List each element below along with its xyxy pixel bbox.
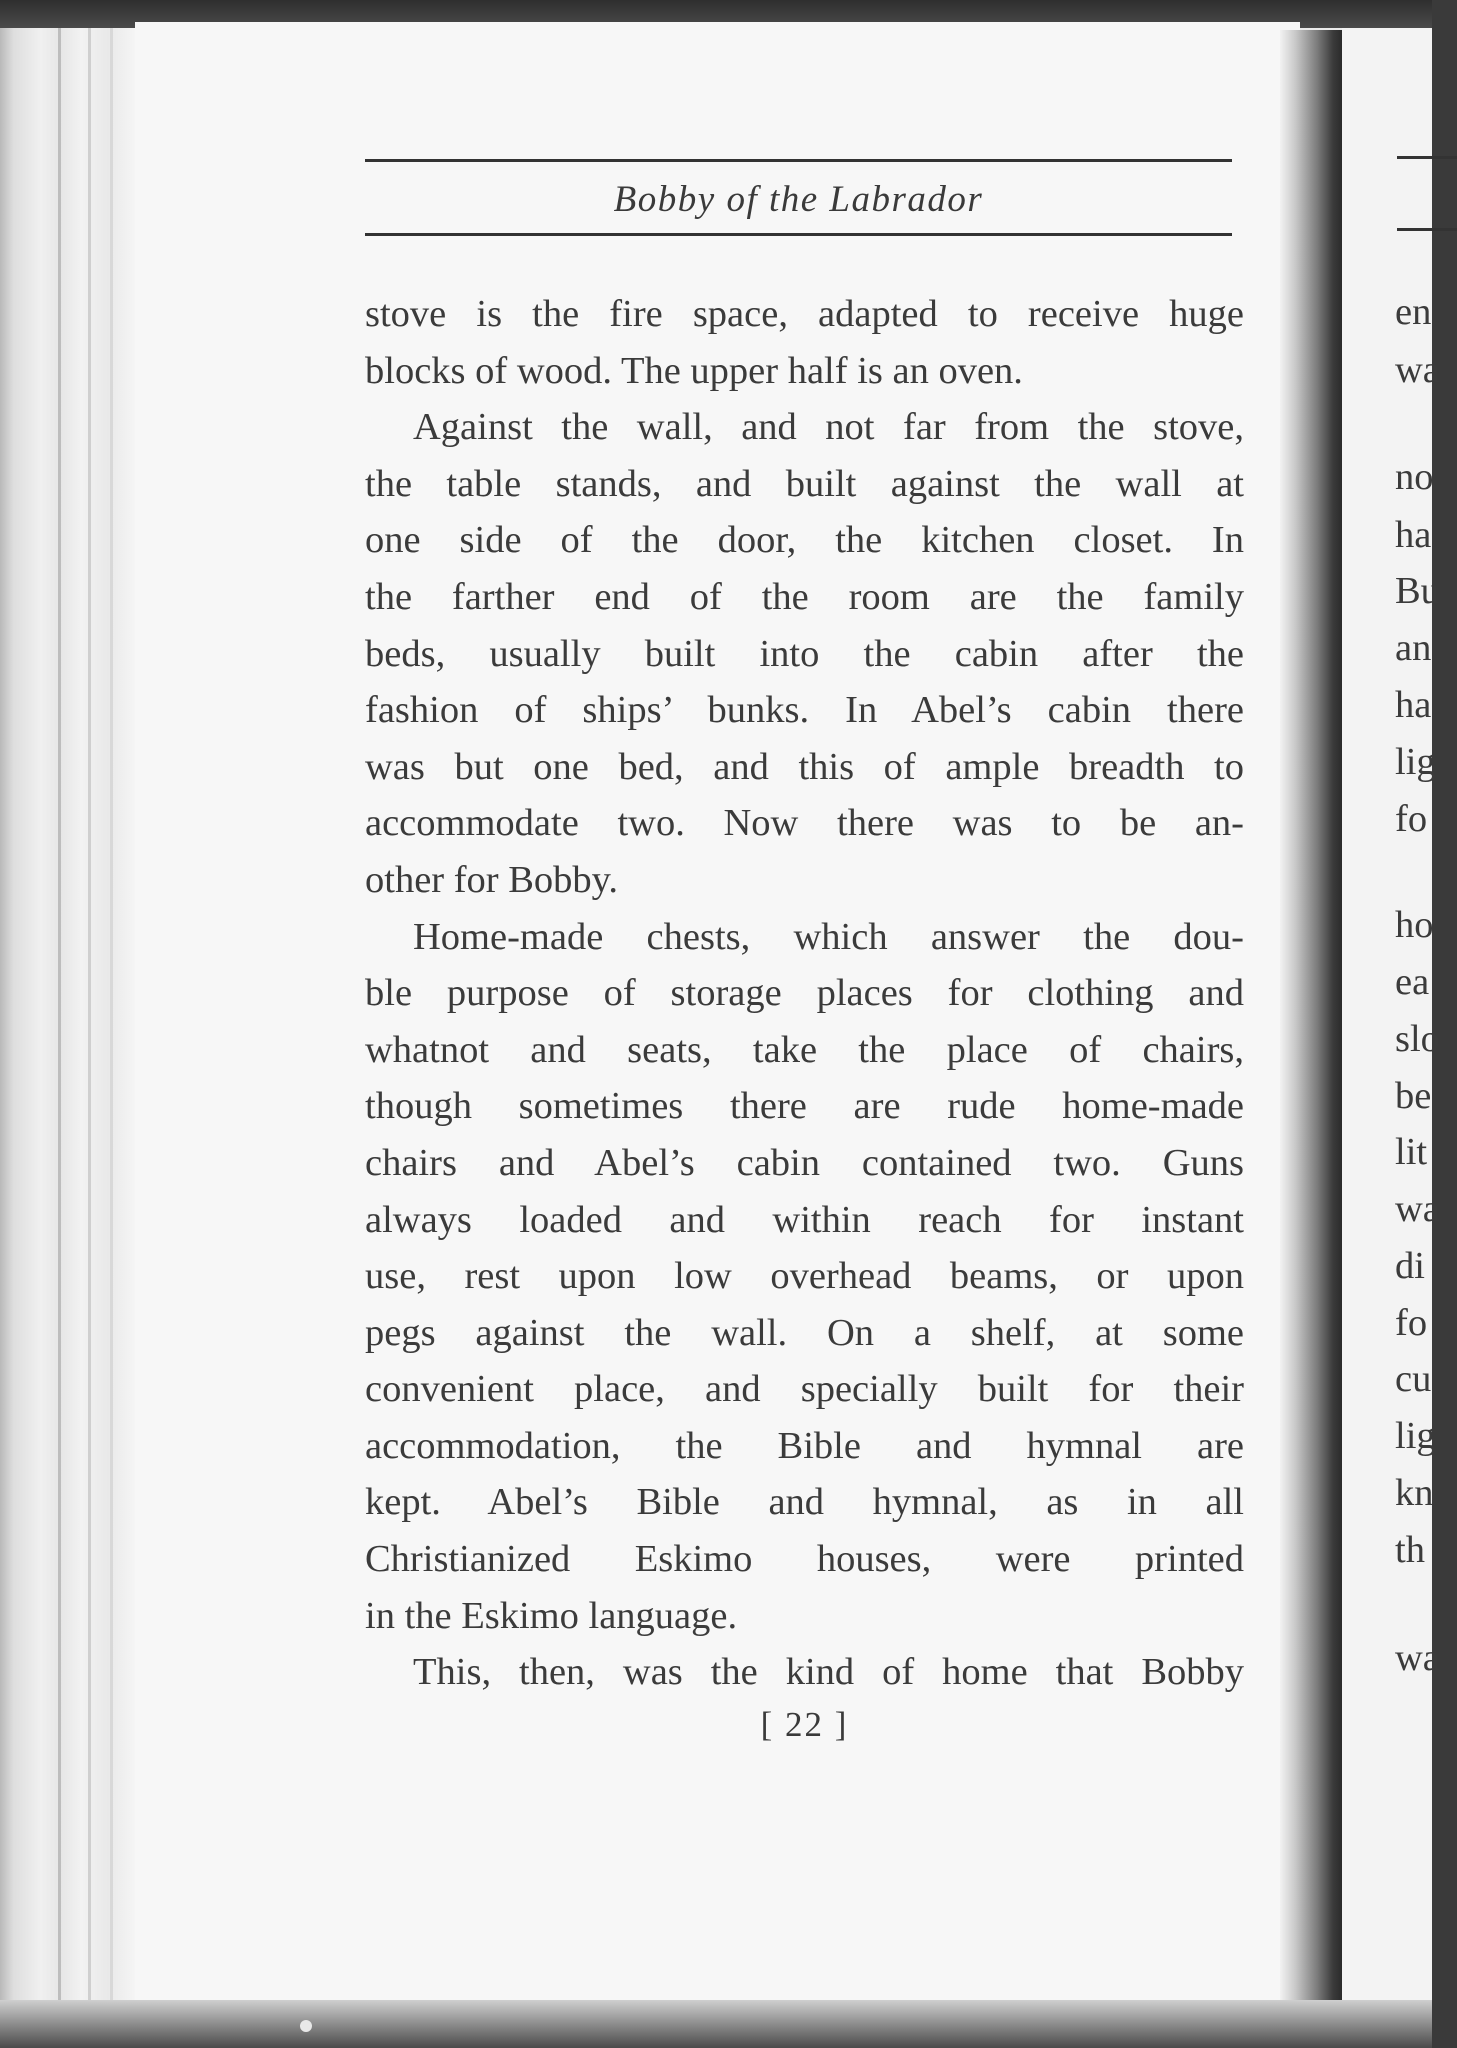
facing-text-fragment: lit: [1395, 1131, 1428, 1173]
text-line: was but one bed, and this of ample breadth to: [365, 745, 1244, 788]
facing-text-fragment: no: [1395, 456, 1434, 498]
binding-crease: [88, 28, 91, 2003]
page-number: [ 22 ]: [760, 1705, 849, 1744]
binding-crease: [110, 28, 113, 2003]
text-line: whatnot and seats, take the place of chairs,: [365, 1028, 1244, 1071]
text-line: chairs and Abel’s cabin contained two. Guns: [365, 1141, 1244, 1184]
page-body-text: [365, 286, 1244, 1701]
text-line: fashion of ships’ bunks. In Abel’s cabin there: [365, 689, 1244, 732]
text-line: Against the wall, and not far from the stove,: [413, 406, 1244, 449]
facing-text-fragment: ho: [1395, 904, 1434, 946]
running-head: Bobby of the Labrador: [613, 179, 984, 220]
text-line: kept. Abel’s Bible and hymnal, as in all: [365, 1481, 1244, 1524]
text-line: though sometimes there are rude home-made: [365, 1085, 1244, 1128]
facing-text-fragment: th: [1395, 1529, 1425, 1571]
text-line: in the Eskimo language.: [365, 1594, 738, 1637]
facing-header-rule: [1397, 156, 1457, 159]
facing-text-fragment: fo: [1395, 1302, 1428, 1344]
header-top-rule: [365, 159, 1232, 162]
facing-text-fragment: wa: [1395, 1637, 1440, 1679]
left-binding-edge: [0, 28, 135, 2003]
text-line: use, rest upon low overhead beams, or upon: [365, 1255, 1244, 1298]
text-line: the farther end of the room are the family: [365, 575, 1244, 618]
scan-bottom-edge: [0, 2000, 1432, 2048]
facing-text-fragment: be: [1395, 1075, 1432, 1117]
scan-artifact-dot: [300, 2020, 312, 2032]
text-line: stove is the fire space, adapted to receive huge: [365, 293, 1244, 335]
text-line: the table stands, and built against the wall at: [365, 462, 1244, 505]
text-line: This, then, was the kind of home that Bobby: [413, 1651, 1244, 1694]
text-line: convenient place, and specially built for their: [365, 1368, 1244, 1411]
facing-text-fragment: ha: [1395, 684, 1432, 726]
facing-text-fragment: kn: [1395, 1472, 1434, 1514]
text-line: other for Bobby.: [365, 858, 619, 901]
text-line: Home-made chests, which answer the dou-: [413, 915, 1244, 958]
facing-header-rule: [1397, 228, 1457, 231]
facing-text-fragment: wa: [1395, 349, 1440, 391]
facing-text-fragment: di: [1395, 1245, 1425, 1287]
facing-text-fragment: fo: [1395, 798, 1428, 840]
text-line: accommodate two. Now there was to be an-: [365, 802, 1244, 845]
header-bottom-rule: [365, 233, 1232, 236]
facing-text-fragment: en: [1395, 291, 1432, 333]
facing-text-fragment: cu: [1395, 1358, 1432, 1400]
facing-text-fragment: lig: [1395, 1415, 1436, 1457]
page-gutter-shadow: [1280, 30, 1342, 2005]
text-line: beds, usually built into the cabin after the: [365, 632, 1244, 675]
binding-crease: [58, 28, 61, 2003]
text-line: blocks of wood. The upper half is an oven.: [365, 349, 1023, 392]
text-line: pegs against the wall. On a shelf, at some: [365, 1311, 1244, 1354]
facing-text-fragment: an: [1395, 627, 1432, 669]
facing-text-fragment: slo: [1395, 1018, 1440, 1060]
facing-text-fragment: ha: [1395, 514, 1432, 556]
text-line: one side of the door, the kitchen closet. In: [365, 519, 1244, 562]
facing-text-fragment: wa: [1395, 1188, 1440, 1230]
text-line: Christianized Eskimo houses, were printed: [365, 1538, 1244, 1581]
facing-text-fragment: lig: [1395, 741, 1436, 783]
text-line: accommodation, the Bible and hymnal are: [365, 1424, 1244, 1467]
text-line: ble purpose of storage places for clothing and: [365, 972, 1244, 1015]
text-line: always loaded and within reach for instant: [365, 1198, 1244, 1241]
facing-text-fragment: ea: [1395, 961, 1430, 1003]
facing-text-fragment: Bu: [1395, 570, 1440, 612]
